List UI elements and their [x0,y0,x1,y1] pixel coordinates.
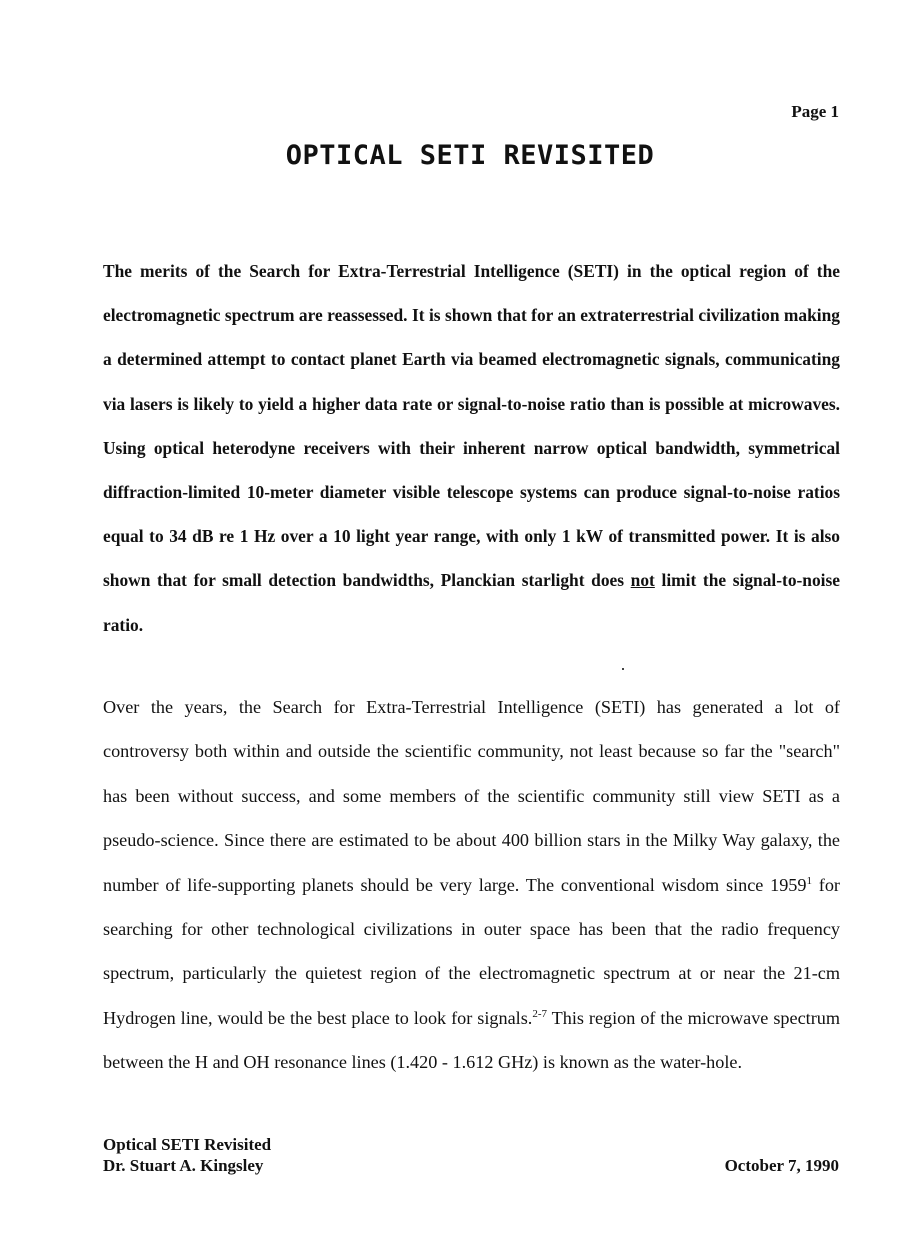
scan-speck [622,668,624,670]
footer-date: October 7, 1990 [724,1156,839,1175]
footer-author: Dr. Stuart A. Kingsley [103,1156,264,1175]
abstract-text-end: limit the signal-to-noise ratio. [103,570,840,635]
footnote-ref-1: 1 [806,874,812,887]
abstract-emphasis: not [630,570,655,591]
footer-left [103,1134,271,1176]
page-number: Page 1 [791,102,839,121]
body-text-middle: for searching for other technological civilizations in outer space has been that the radio frequency spectrum, particularly the quietest region of the electromagnetic spectrum at or near the 21-cm Hydrogen line, would be the best place to look for signals. [103,874,840,1028]
body-text-end: This region of the microwave spectrum between the H and OH resonance lines (1.420 - 1.612 GHz) is known as the water-hole. [103,1007,840,1073]
abstract-paragraph [103,249,840,647]
footer-doc-title: Optical SETI Revisited [103,1135,272,1154]
document-title: OPTICAL SETI REVISITED [285,140,655,171]
body-paragraph [103,685,840,1085]
abstract-text-start: The merits of the Search for Extra-Terrestrial Intelligence (SETI) in the optical region of the electromagnetic spectrum are reassessed. It is shown that for an extraterrestrial civilization making a determined attempt to contact planet Earth via beamed electromagnetic signals, communicating via lasers is likely to yield a higher data rate or signal-to-noise ratio than is possible at microwaves. Using optical heterodyne receivers with their inherent narrow optical bandwidth, symmetrical diffraction-limited 10-meter diameter visible telescope systems can produce signal-to-noise ratios equal to 34 dB re 1 Hz over a 10 light year range, with only 1 kW of transmitted power. It is also shown that for small detection bandwidths, Planckian starlight does [103,261,840,591]
footnote-ref-2-7: 2-7 [532,1007,547,1020]
body-text-start: Over the years, the Search for Extra-Terrestrial Intelligence (SETI) has generated a lot of controversy both within and outside the scientific community, not least because so far the "search" has been without success, and some members of the scientific community still view SETI as a pseudo-science. Since there are estimated to be about 400 billion stars in the Milky Way galaxy, the number of life-supporting planets should be very large. The conventional wisdom since 1959 [103,697,840,895]
